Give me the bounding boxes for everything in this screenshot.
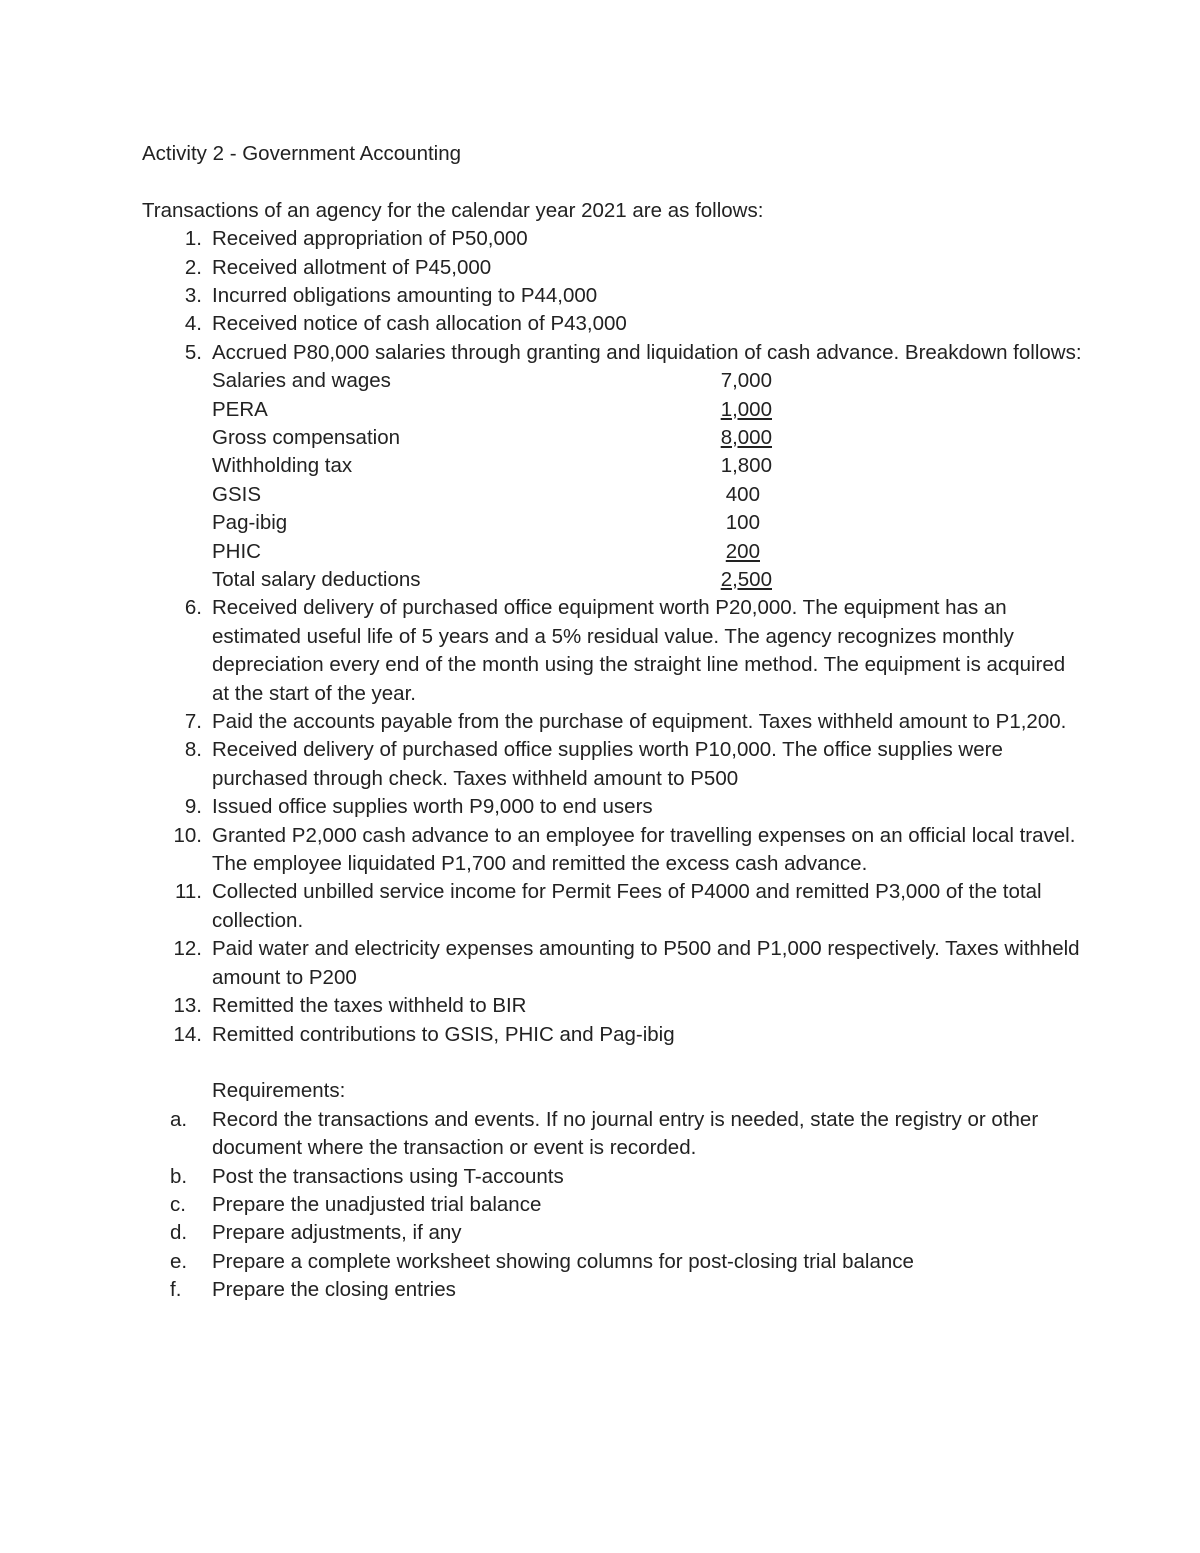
item-number: 5. bbox=[184, 340, 202, 364]
item-text: Prepare the closing entries bbox=[212, 1278, 456, 1302]
list-item bbox=[142, 1163, 1082, 1191]
item-text: Paid the accounts payable from the purchase of equipment. Taxes withheld amount to P1,200. bbox=[212, 710, 1067, 734]
item-text: Prepare adjustments, if any bbox=[212, 1221, 462, 1245]
item-text: Record the transactions and events. If no journal entry is needed, state the registry or other document where the transaction or event is recorded. bbox=[212, 1107, 1039, 1160]
list-item bbox=[142, 339, 1082, 595]
item-text: Received delivery of purchased office equipment worth P20,000. The equipment has an estimated useful life of 5 years and a 5% residual value. The agency recognizes monthly depreciation every end of the month using the straight line method. The equipment is acquired at the start of the year. bbox=[212, 596, 1066, 705]
item-text: Accrued P80,000 salaries through granting and liquidation of cash advance. Breakdown follows: bbox=[212, 340, 1082, 364]
item-number: 14. bbox=[173, 1022, 202, 1046]
item-text: Paid water and electricity expenses amounting to P500 and P1,000 respectively. Taxes withheld amount to P200 bbox=[212, 937, 1080, 989]
item-text: Granted P2,000 cash advance to an employee for travelling expenses on an official local travel. The employee liquidated P1,700 and remitted the excess cash advance. bbox=[212, 823, 1076, 876]
document-content bbox=[142, 140, 1082, 1305]
breakdown-value: 8,000 bbox=[720, 426, 772, 449]
list-item bbox=[142, 736, 1082, 793]
item-number: 11. bbox=[175, 880, 202, 904]
breakdown-value: 2,500 bbox=[720, 567, 772, 591]
item-text: Issued office supplies worth P9,000 to end users bbox=[212, 795, 653, 819]
item-number: 9. bbox=[184, 795, 202, 819]
list-item bbox=[142, 1106, 1082, 1163]
list-item bbox=[142, 822, 1082, 879]
item-text: Incurred obligations amounting to P44,000 bbox=[212, 284, 598, 307]
transaction-list bbox=[142, 225, 1082, 1049]
breakdown-row bbox=[212, 566, 1082, 594]
item-text: Collected unbilled service income for Permit Fees of P4000 and remitted P3,000 of the total collection. bbox=[212, 880, 1042, 932]
list-item bbox=[142, 793, 1082, 821]
list-item bbox=[142, 1219, 1082, 1247]
breakdown-value: 1,000 bbox=[720, 397, 772, 421]
item-text: Received delivery of purchased office supplies worth P10,000. The office supplies were purchased through check. Taxes withheld amount to P500 bbox=[212, 738, 1003, 790]
breakdown-value: 100 bbox=[725, 511, 760, 535]
list-item bbox=[142, 254, 1082, 282]
breakdown-row bbox=[212, 509, 1082, 537]
item-number: 2. bbox=[184, 255, 202, 279]
breakdown-label: Salaries and wages bbox=[212, 369, 391, 393]
breakdown-row bbox=[212, 367, 1082, 395]
item-number: 1. bbox=[184, 227, 202, 251]
item-text: Remitted contributions to GSIS, PHIC and Pag-ibig bbox=[212, 1022, 675, 1046]
item-number: 7. bbox=[184, 710, 202, 734]
item-number: 12. bbox=[173, 937, 202, 961]
item-text: Received appropriation of P50,000 bbox=[212, 227, 528, 251]
breakdown-value: 1,800 bbox=[720, 454, 772, 478]
requirements-heading: Requirements: bbox=[212, 1079, 346, 1103]
item-text: Received notice of cash allocation of P43,000 bbox=[212, 312, 627, 336]
document-title: Activity 2 - Government Accounting bbox=[142, 142, 462, 165]
list-item bbox=[142, 708, 1082, 736]
item-letter: e. bbox=[170, 1249, 188, 1273]
item-number: 6. bbox=[184, 596, 202, 620]
breakdown-row bbox=[212, 424, 1082, 452]
requirements-section bbox=[142, 1077, 1082, 1105]
salary-breakdown-table bbox=[212, 367, 1082, 594]
item-number: 10. bbox=[173, 823, 202, 847]
breakdown-row bbox=[212, 481, 1082, 509]
breakdown-value: 7,000 bbox=[720, 369, 772, 393]
breakdown-row bbox=[212, 452, 1082, 480]
item-letter: d. bbox=[170, 1221, 188, 1245]
breakdown-label: GSIS bbox=[212, 482, 261, 506]
breakdown-label: PERA bbox=[212, 397, 268, 421]
item-number: 3. bbox=[184, 284, 202, 307]
list-item bbox=[142, 1191, 1082, 1219]
requirements-list bbox=[142, 1106, 1082, 1305]
item-text: Post the transactions using T-accounts bbox=[212, 1164, 564, 1188]
list-item bbox=[142, 1276, 1082, 1304]
list-item bbox=[142, 1021, 1082, 1049]
item-letter: a. bbox=[170, 1107, 188, 1131]
breakdown-label: PHIC bbox=[212, 539, 261, 563]
list-item bbox=[142, 310, 1082, 338]
item-text: Remitted the taxes withheld to BIR bbox=[212, 994, 527, 1018]
breakdown-label: Gross compensation bbox=[212, 426, 401, 449]
item-number: 4. bbox=[184, 312, 202, 336]
list-item bbox=[142, 225, 1082, 253]
item-number: 8. bbox=[184, 738, 202, 762]
breakdown-value: 200 bbox=[725, 539, 760, 563]
item-text: Received allotment of P45,000 bbox=[212, 255, 492, 279]
breakdown-label: Withholding tax bbox=[212, 454, 353, 478]
item-text: Prepare the unadjusted trial balance bbox=[212, 1192, 542, 1216]
item-letter: f. bbox=[170, 1278, 182, 1302]
breakdown-label: Pag-ibig bbox=[212, 511, 288, 535]
breakdown-value: 400 bbox=[725, 482, 760, 506]
item-letter: c. bbox=[170, 1192, 186, 1216]
list-item bbox=[142, 878, 1082, 935]
list-item bbox=[142, 992, 1082, 1020]
item-text: Prepare a complete worksheet showing columns for post-closing trial balance bbox=[212, 1249, 914, 1273]
item-number: 13. bbox=[173, 994, 202, 1018]
breakdown-row bbox=[212, 538, 1082, 566]
list-item bbox=[142, 1248, 1082, 1276]
breakdown-row bbox=[212, 396, 1082, 424]
list-item bbox=[142, 282, 1082, 310]
intro-text: Transactions of an agency for the calendar year 2021 are as follows: bbox=[142, 198, 764, 222]
list-item bbox=[142, 594, 1082, 708]
list-item bbox=[142, 935, 1082, 992]
breakdown-label: Total salary deductions bbox=[212, 567, 421, 591]
item-letter: b. bbox=[170, 1164, 188, 1188]
